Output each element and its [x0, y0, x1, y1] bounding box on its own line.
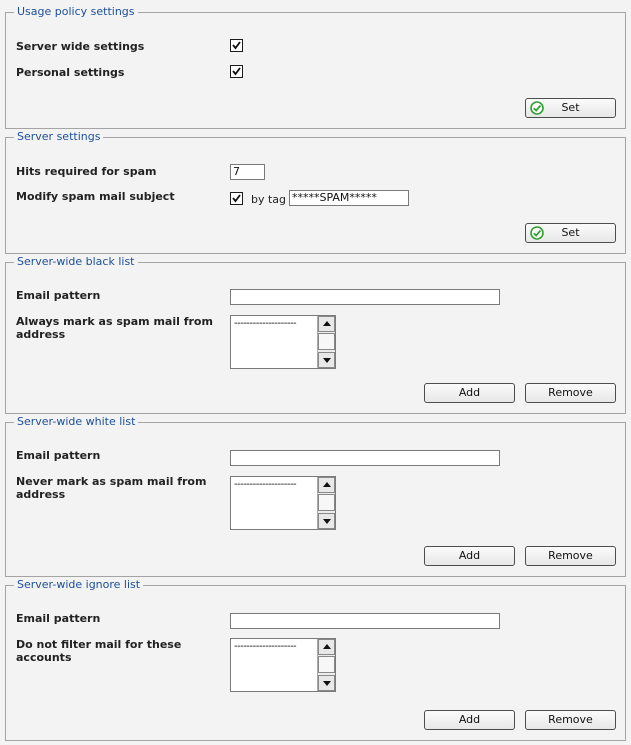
scrollbar[interactable] — [317, 316, 335, 368]
server-settings-section — [5, 130, 626, 254]
scroll-up-button[interactable] — [318, 316, 335, 332]
ignore-email-pattern-label: Email pattern — [16, 612, 101, 625]
usage-policy-section — [5, 5, 626, 129]
white-remove-button[interactable]: Remove — [525, 546, 616, 566]
white-list-section — [5, 415, 626, 577]
black-list-box[interactable] — [230, 315, 336, 369]
scroll-thumb[interactable] — [318, 494, 335, 511]
ignore-remove-button[interactable]: Remove — [525, 710, 616, 730]
white-list-description: Never mark as spam mail from address — [16, 475, 207, 501]
hits-required-label: Hits required for spam — [16, 165, 157, 178]
list-option[interactable]: -------------------- — [234, 641, 297, 652]
list-option[interactable]: -------------------- — [234, 479, 297, 490]
scroll-up-button[interactable] — [318, 477, 335, 493]
checkmark-icon — [231, 66, 242, 77]
black-email-pattern-label: Email pattern — [16, 289, 101, 302]
black-add-button[interactable]: Add — [424, 383, 515, 403]
scroll-down-button[interactable] — [318, 352, 335, 368]
white-email-pattern-input[interactable] — [230, 450, 500, 466]
set-button-label: Set — [561, 101, 580, 114]
ignore-list-box[interactable] — [230, 638, 336, 692]
ignore-list-section — [5, 578, 626, 741]
scroll-up-button[interactable] — [318, 639, 335, 655]
spam-tag-input[interactable]: *****SPAM***** — [289, 190, 409, 206]
hits-required-input[interactable]: 7 — [230, 164, 265, 180]
white-add-button[interactable]: Add — [424, 546, 515, 566]
black-list-description: Always mark as spam mail from address — [16, 315, 213, 341]
ok-check-icon — [530, 226, 544, 240]
ignore-add-button[interactable]: Add — [424, 710, 515, 730]
ignore-email-pattern-input[interactable] — [230, 613, 500, 629]
arrow-down-icon — [323, 358, 331, 363]
usage-policy-set-button[interactable] — [525, 98, 616, 118]
black-list-legend: Server-wide black list — [14, 255, 138, 269]
scrollbar[interactable] — [317, 639, 335, 691]
modify-subject-checkbox[interactable] — [230, 192, 243, 205]
server-wide-settings-label: Server wide settings — [16, 40, 145, 53]
scroll-thumb[interactable] — [318, 333, 335, 350]
black-list-section — [5, 255, 626, 414]
by-tag-label: by tag — [251, 193, 287, 206]
personal-settings-label: Personal settings — [16, 66, 125, 79]
server-wide-settings-checkbox[interactable] — [230, 39, 243, 52]
black-email-pattern-input[interactable] — [230, 289, 500, 305]
set-button-label: Set — [561, 226, 580, 239]
black-remove-button[interactable]: Remove — [525, 383, 616, 403]
ok-check-icon — [530, 101, 544, 115]
scrollbar[interactable] — [317, 477, 335, 529]
checkmark-icon — [231, 40, 242, 51]
arrow-up-icon — [323, 644, 331, 649]
server-settings-legend: Server settings — [14, 130, 103, 144]
arrow-down-icon — [323, 519, 331, 524]
server-settings-set-button[interactable] — [525, 223, 616, 243]
arrow-up-icon — [323, 321, 331, 326]
scroll-down-button[interactable] — [318, 513, 335, 529]
scroll-down-button[interactable] — [318, 675, 335, 691]
scroll-thumb[interactable] — [318, 656, 335, 673]
usage-policy-legend: Usage policy settings — [14, 5, 138, 19]
white-list-box[interactable] — [230, 476, 336, 530]
white-email-pattern-label: Email pattern — [16, 449, 101, 462]
white-list-legend: Server-wide white list — [14, 415, 138, 429]
checkmark-icon — [231, 193, 242, 204]
arrow-up-icon — [323, 482, 331, 487]
ignore-list-legend: Server-wide ignore list — [14, 578, 143, 592]
ignore-list-description: Do not filter mail for these accounts — [16, 638, 182, 664]
list-option[interactable]: -------------------- — [234, 318, 297, 329]
personal-settings-checkbox[interactable] — [230, 65, 243, 78]
modify-subject-label: Modify spam mail subject — [16, 190, 175, 203]
arrow-down-icon — [323, 681, 331, 686]
